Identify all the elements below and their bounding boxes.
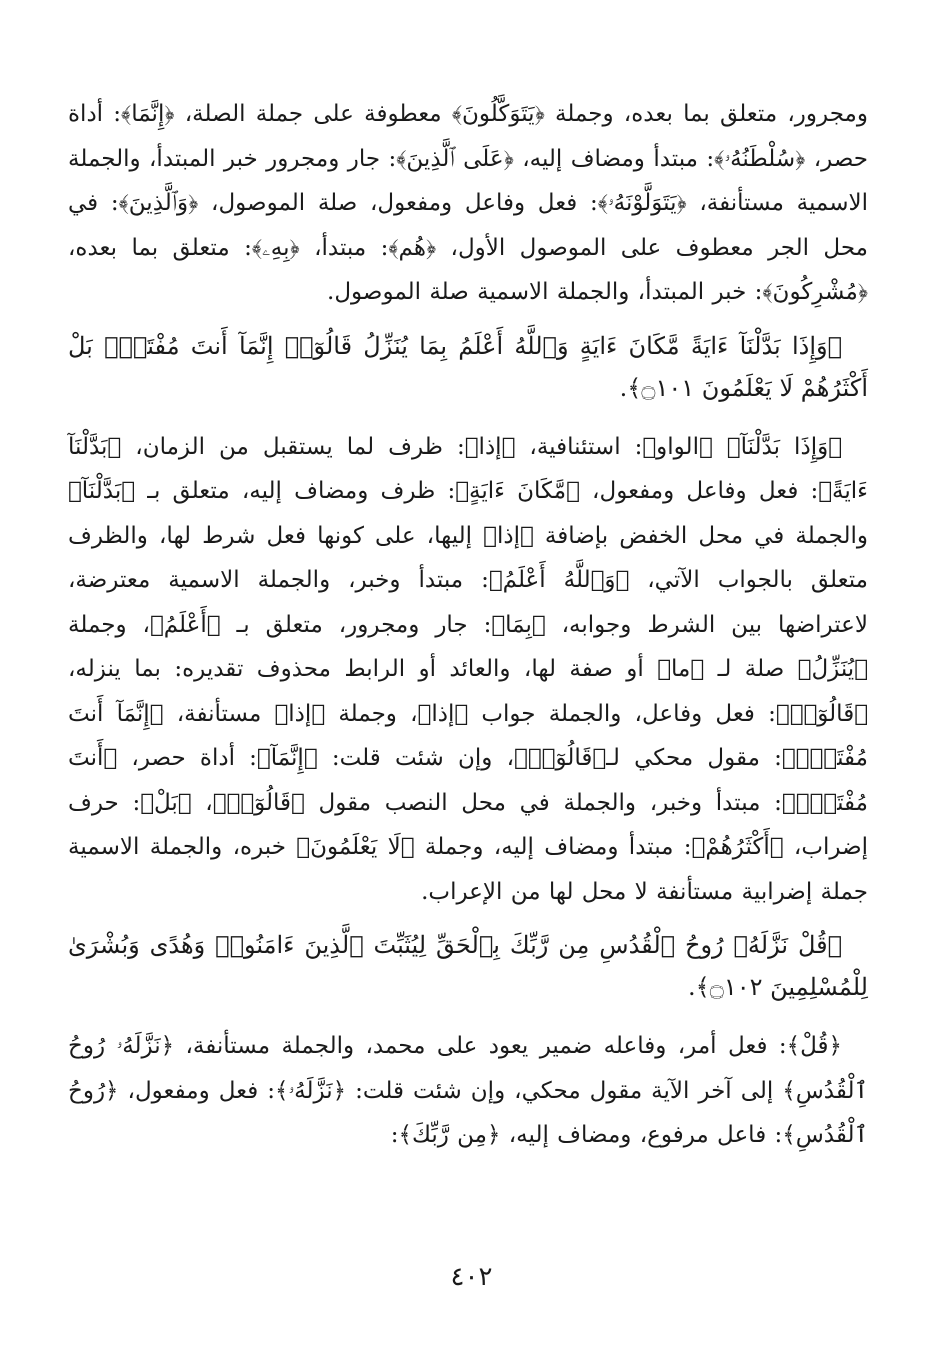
page-body bbox=[68, 92, 868, 1158]
page-number: ٤٠٢ bbox=[450, 1262, 493, 1292]
spacer bbox=[68, 409, 868, 425]
quran-verse-101: ﴿وَإِذَا بَدَّلْنَآ ءَايَةً مَّكَانَ ءَايَةٍ وَٱللَّهُ أَعْلَمُ بِمَا يُنَزِّلُ قَالُوٓا۟ إِنَّمَآ أَنتَ مُفْتَرٍۭ بَلْ أَكْثَرُهُمْ لَا يَعْلَمُونَ ۝١٠١﴾. bbox=[68, 331, 868, 402]
paragraph-grammar-2: ﴿وَإِذَا بَدَّلْنَآ﴾ ﴿الواو﴾: استئنافية، ﴿إذا﴾: ظرف لما يستقبل من الزمان، ﴿بَدَّلْنَآ ءَايَةً﴾: فعل وفاعل ومفعول، ﴿مَّكَانَ ءَايَةٍ﴾: ظرف ومضاف إليه، متعلق بـ ﴿بَدَّلْنَآ﴾ والجملة في محل الخفض بإضافة ﴿إذا﴾ إليها، على كونها فعل شرط لها، والظرف متعلق بالجواب الآتي، ﴿وَٱللَّهُ أَعْلَمُ﴾: مبتدأ وخبر، والجملة الاسمية معترضة، لاعتراضها بين الشرط وجوابه، ﴿بِمَا﴾: جار ومجرور، متعلق بـ ﴿أَعْلَمُ﴾، وجملة ﴿يُنَزِّلُ﴾ صلة لـ ﴿ما﴾ أو صفة لها، والعائد أو الرابط محذوف تقديره: بما ينزله، ﴿قَالُوٓا۟﴾: فعل وفاعل، والجملة جواب ﴿إذا﴾، وجملة ﴿إذا﴾ مستأنفة، ﴿إِنَّمَآ أَنتَ مُفْتَرٍۭ﴾: مقول محكي لـ﴿قَالُوٓا۟﴾، وإن شئت قلت: ﴿إِنَّمَآ﴾: أداة حصر، ﴿أَنتَ مُفْتَرٍۭ﴾: مبتدأ وخبر، والجملة في محل النصب مقول ﴿قَالُوٓا۟﴾، ﴿بَلْ﴾: حرف إضراب، ﴿أَكْثَرُهُمْ﴾: مبتدأ ومضاف إليه، وجملة ﴿لَا يَعْلَمُونَ﴾ خبره، والجملة الاسمية جملة إضرابية مستأنفة لا محل لها من الإعراب. bbox=[68, 433, 868, 905]
paragraph-grammar-1: ومجرور، متعلق بما بعده، وجملة ﴿يَتَوَكَّلُونَ﴾ معطوفة على جملة الصلة، ﴿إِنَّمَا﴾: أداة حصر، ﴿سُلْطَنُهُۥ﴾: مبتدأ ومضاف إليه، ﴿عَلَى ٱلَّذِينَ﴾: جار ومجرور خبر المبتدأ، والجملة الاسمية مستأنفة، ﴿يَتَوَلَّوْنَهُۥ﴾: فعل وفاعل ومفعول، صلة الموصول، ﴿وَٱلَّذِينَ﴾: في محل الجر معطوف على الموصول الأول، ﴿هُم﴾: مبتدأ، ﴿بِهِۦ﴾: متعلق بما بعده، ﴿مُشْرِكُونَ﴾: خبر المبتدأ، والجملة الاسمية صلة الموصول. bbox=[68, 101, 868, 305]
spacer bbox=[68, 1008, 868, 1024]
spacer bbox=[68, 315, 868, 325]
paragraph-grammar-3: ﴿قُلْ﴾: فعل أمر، وفاعله ضمير يعود على محمد، والجملة مستأنفة، ﴿نَزَّلَهُۥ رُوحُ ٱلْقُدُسِ﴾ إلى آخر الآية مقول محكي، وإن شئت قلت: ﴿نَزَّلَهُۥ﴾: فعل ومفعول، ﴿رُوحُ ٱلْقُدُسِ﴾: فاعل مرفوع، ومضاف إليه، ﴿مِن رَّبِّكَ﴾: bbox=[68, 1033, 868, 1148]
quran-verse-102: ﴿قُلْ نَزَّلَهُۥ رُوحُ ٱلْقُدُسِ مِن رَّبِّكَ بِٱلْحَقِّ لِيُثَبِّتَ ٱلَّذِينَ ءَامَنُوا۟ وَهُدًى وَبُشْرَىٰ لِلْمُسْلِمِينَ ۝١٠٢﴾. bbox=[68, 931, 868, 1001]
spacer bbox=[68, 914, 868, 924]
